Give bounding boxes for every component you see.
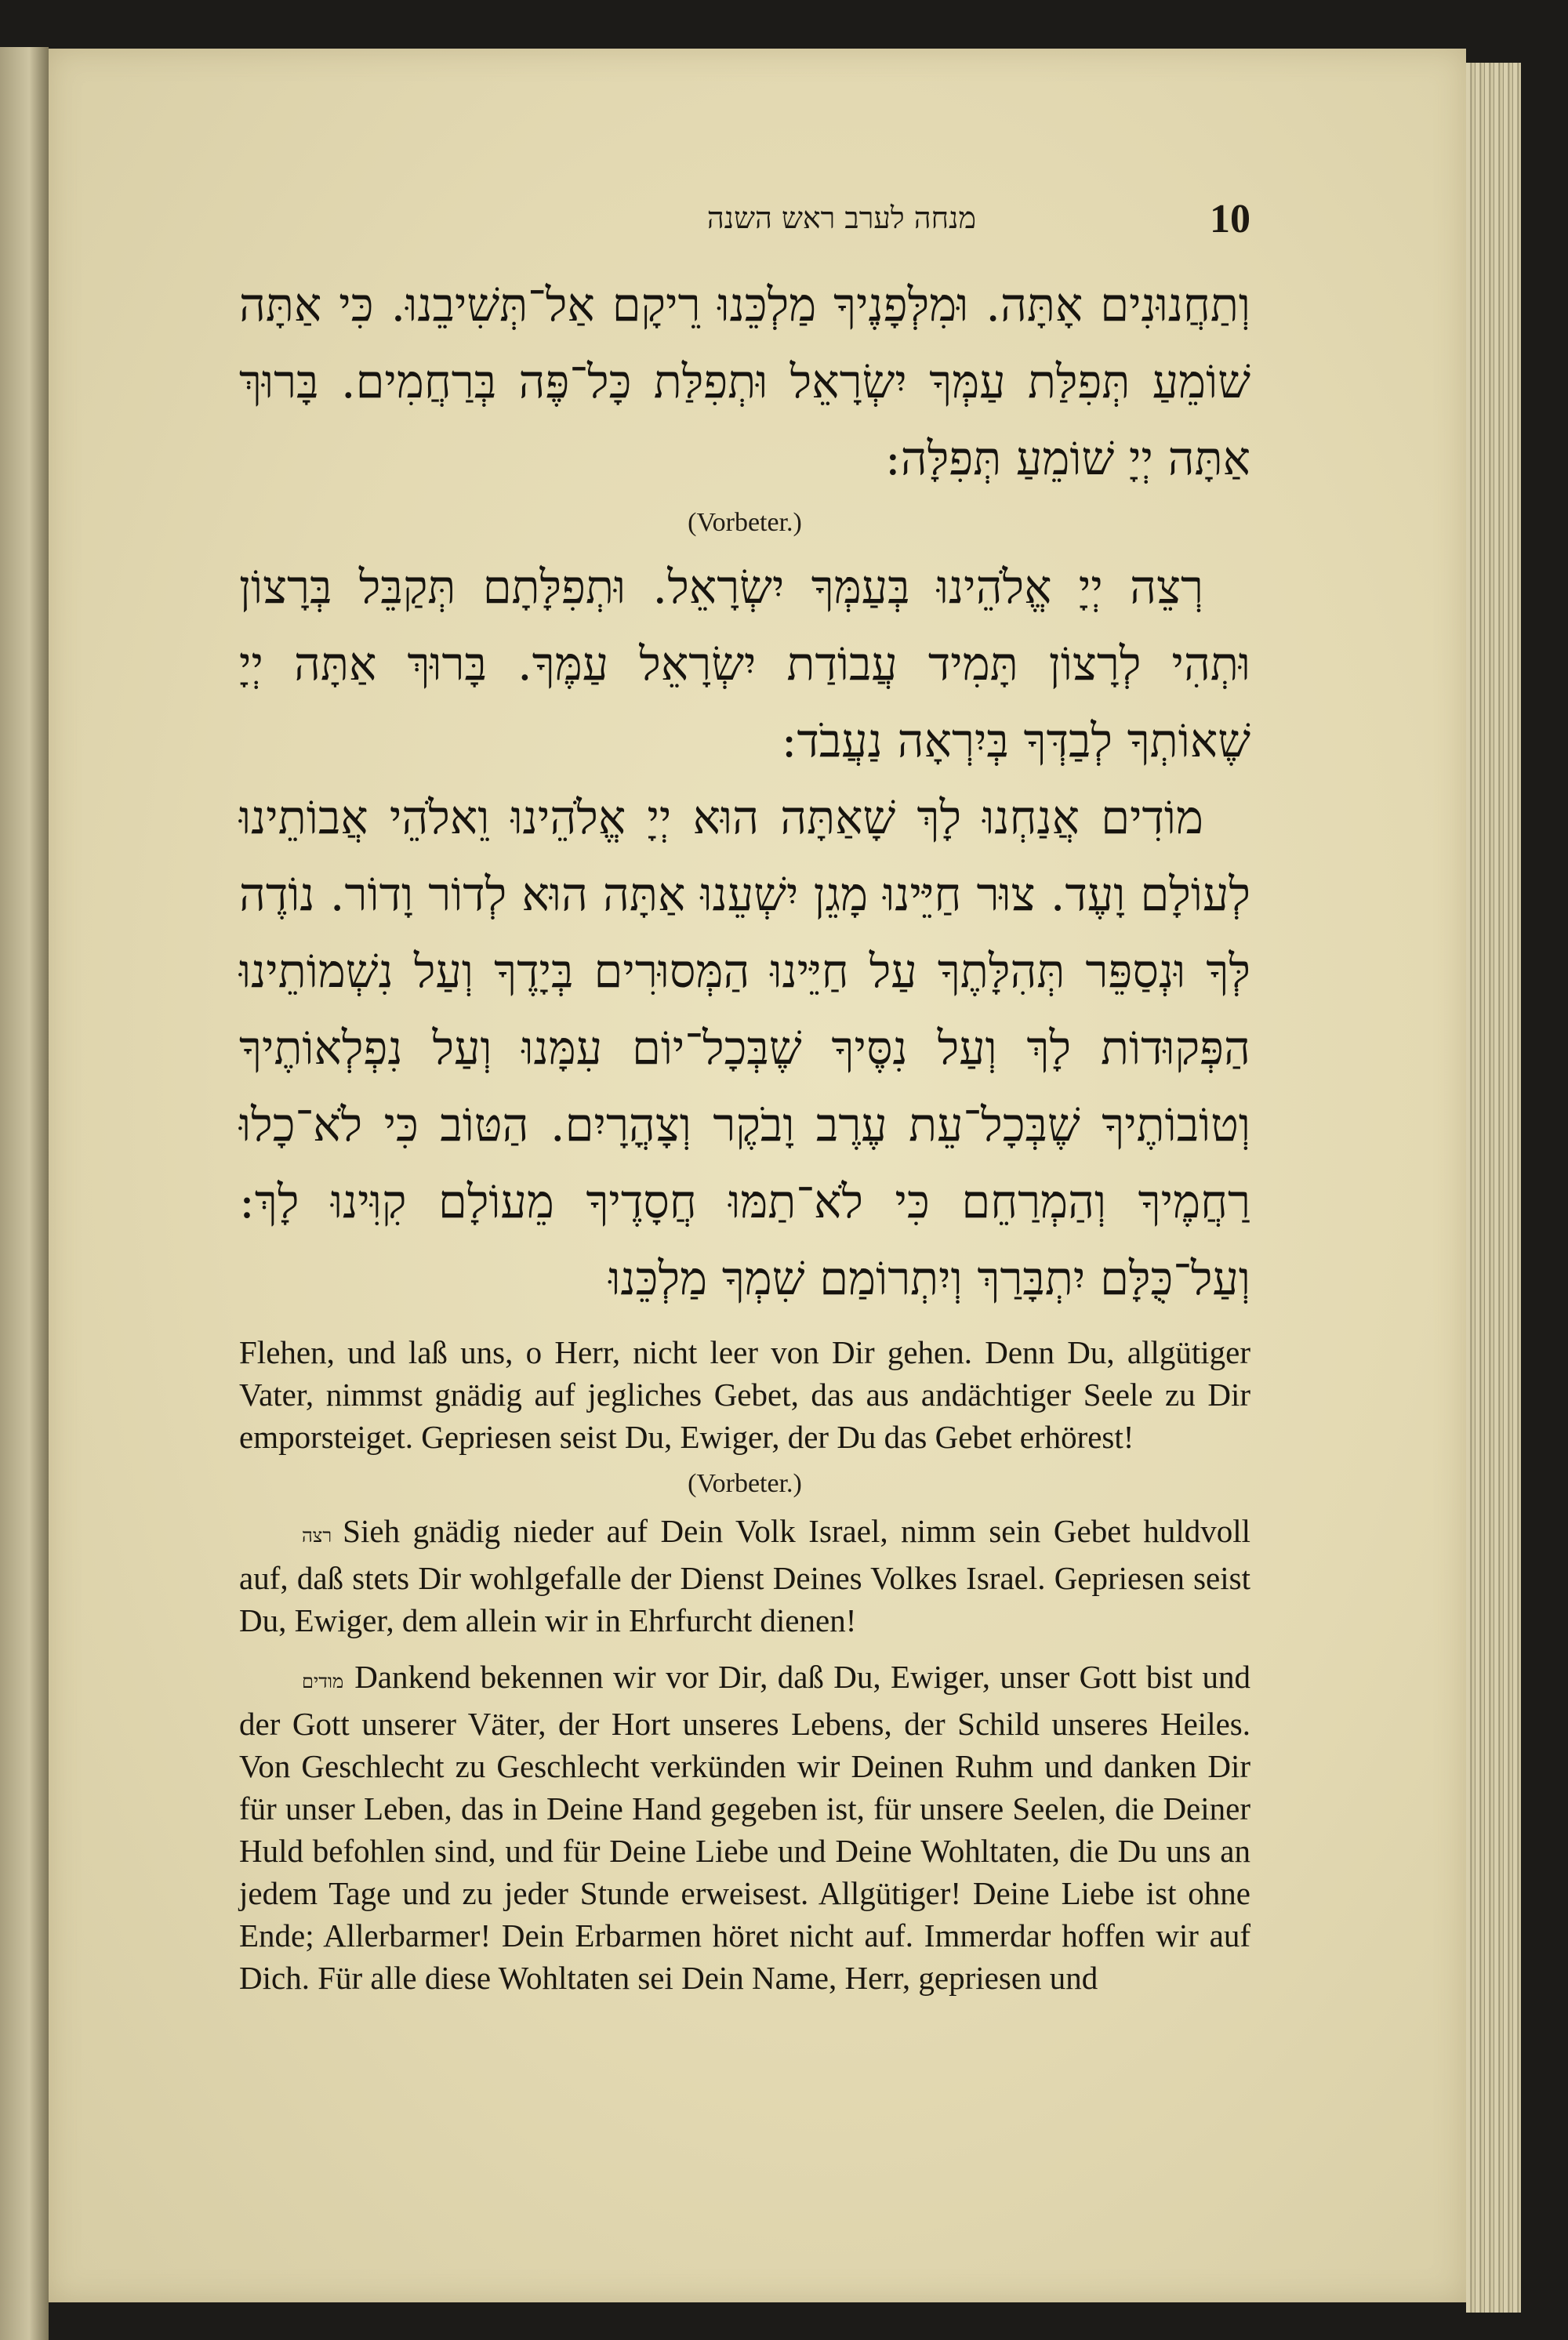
- hebrew-paragraph-3: מוֹדִים אֲנַחְנוּ לָךְ שָׁאַתָּה הוּא יְיָ אֱלֹהֵינוּ וֵאלֹהֵי אֲבוֹתֵינוּ לְעוֹלָם וָעֶד. צוּר חַיֵּינוּ מָגֵן יִשְׁעֵנוּ אַתָּה הוּא לְדוֹר וָדוֹר. נוֹדֶה לְּךָ וּנְסַפֵּר תְּהִלָּתֶךָ עַל חַיֵּינוּ הַמְּסוּרִים בְּיָדֶךָ וְעַל נִשְׁמוֹתֵינוּ הַפְּקוּדוֹת לָךְ וְעַל נִסֶּיךָ שֶׁבְּכָל־יוֹם עִמָּנוּ וְעַל נִפְלְאוֹתֶיךָ וְטוֹבוֹתֶיךָ שֶׁבְּכָל־עֵת עֶרֶב וָבֹקֶר וְצָהֳרָיִם. הַטּוֹב כִּי לֹא־כָלוּ רַחֲמֶיךָ וְהַמְרַחֵם כִּי לֹא־תַמּוּ חֲסָדֶיךָ מֵעוֹלָם קִוִּינוּ לָךְ: וְעַל־כֻּלָּם יִתְבָּרַךְ וְיִתְרוֹמַם שִׁמְךָ מַלְכֵּנוּ: [239, 790, 1250, 1305]
- hebrew-cue-word: רצה: [302, 1525, 332, 1547]
- german-paragraph-3: [239, 1656, 1250, 1999]
- page-stack-edges: [1466, 63, 1521, 2313]
- hebrew-paragraph-2: רְצֵה יְיָ אֱלֹהֵינוּ בְּעַמְּךָ יִשְׂרָאֵל. וּתְפִלָּתָם תְּקַבֵּל בְּרָצוֹן וּתְהִי לְרָצוֹן תָּמִיד עֲבוֹדַת יִשְׂרָאֵל עַמֶּךָ. בָּרוּךְ אַתָּה יְיָ שֶׁאוֹתְךָ לְבַדְּךָ בְּיִרְאָה נַעֲבֹד:: [239, 560, 1250, 767]
- page-text-block: [239, 196, 1250, 1999]
- running-header: [239, 196, 1250, 267]
- cantor-label-2: (Vorbeter.): [688, 1469, 802, 1498]
- german-paragraph-1: Flehen, und laß uns, o Herr, nicht leer von Dir gehen. Denn Du, allgütiger Vater, nimmst gnädig auf jegliches Gebet, das aus andächtiger Seele zu Dir emporsteiget. Gepriesen seist Du, Ewiger, der Du das Gebet erhörest!: [239, 1334, 1250, 1455]
- hebrew-cue-word: מודים: [302, 1671, 344, 1692]
- german-paragraph-2-text: Sieh gnädig nieder auf Dein Volk Israel, nimm sein Gebet huldvoll auf, daß stets Dir wohlgefalle der Dienst Deines Volkes Israel. Gepriesen seist Du, Ewiger, dem allein wir in Ehrfurcht dienen!: [239, 1513, 1250, 1638]
- german-paragraph-2: [239, 1510, 1250, 1642]
- cantor-label-1: (Vorbeter.): [688, 508, 802, 537]
- hebrew-paragraph-1: וְתַחֲנוּנִים אָתָּה. וּמִלְּפָנֶיךָ מַלְכֵּנוּ רֵיקָם אַל־תְּשִׁיבֵנוּ. כִּי אַתָּה שׁוֹמֵעַ תְּפִלַּת עַמְּךָ יִשְׂרָאֵל וּתְפִלַּת כָּל־פֶּה בְּרַחֲמִים. בָּרוּךְ אַתָּה יְיָ שׁוֹמֵעַ תְּפִלָּה:: [239, 278, 1250, 485]
- german-paragraph-3-text: Dankend bekennen wir vor Dir, daß Du, Ewiger, unser Gott bist und der Gott unserer Väter, der Hort unseres Lebens, der Schild unseres Heiles. Von Geschlecht zu Geschlecht verkünden wir Deinen Ruhm und danken Dir für unser Leben, das in Deine Hand gegeben ist, für unsere Seelen, die Deiner Huld befohlen sind, und für Deine Liebe und Deine Wohltaten, die Du uns an jedem Tage und zu jeder Stunde erweisest. Allgütiger! Deine Liebe ist ohne Ende; Allerbarmer! Dein Erbarmen höret nicht auf. Immerdar hoffen wir auf Dich. Für alle diese Wohltaten sei Dein Name, Herr, gepriesen und: [239, 1659, 1250, 1996]
- page-number: 10: [1210, 197, 1250, 241]
- running-title-hebrew: מנחה לערב ראש השנה: [706, 201, 976, 235]
- previous-page-edge: [0, 47, 49, 2340]
